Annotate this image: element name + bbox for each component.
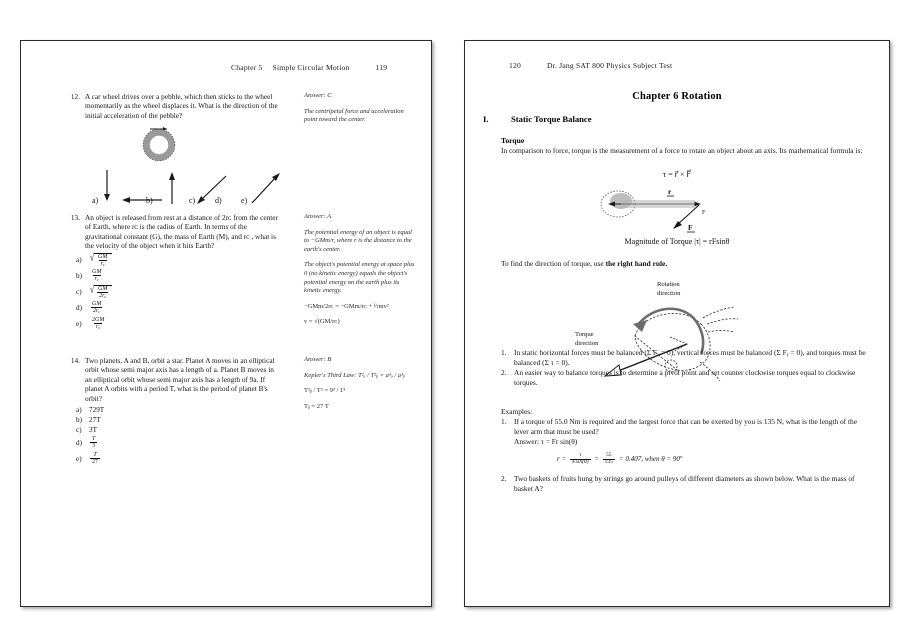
arrow-a-down (104, 170, 110, 201)
running-head-chapter: Chapter 5 (231, 63, 263, 72)
examples-list-2 (501, 474, 873, 494)
torque-heading: Torque (501, 136, 525, 145)
chapter-title: Chapter 6 Rotation (632, 91, 722, 102)
frac-numerator: GM (92, 269, 102, 276)
choice-label: e) (76, 320, 82, 329)
arrow-label-d: d) (215, 196, 222, 205)
question-14-work-2: Tᵦ = 27 T (304, 402, 329, 410)
torque-figure (595, 181, 765, 236)
choice-label: c) (76, 425, 82, 434)
question-13 (64, 213, 284, 333)
choice-label: b) (76, 272, 82, 281)
example-item-1 (501, 417, 873, 447)
label-F-small: F (702, 210, 706, 216)
question-14-number: 14. (70, 356, 80, 365)
page-left (20, 40, 432, 607)
arrow-b-left (122, 197, 162, 203)
frac-denominator: 27 (92, 459, 98, 466)
arrow-e-diagonal (252, 173, 280, 203)
right-hand-rule-line (501, 259, 871, 269)
question-14-choice-c[interactable] (76, 425, 284, 434)
choice-label: c) (76, 288, 82, 297)
question-13-work-2: v = √(GM/rᴄ) (304, 318, 340, 326)
r-vector-icon (608, 200, 701, 208)
F-vector-icon (673, 205, 699, 229)
work-frac2-num: 55 (605, 452, 612, 458)
question-13-text: An object is released from rest at a distance of 2rᴄ from the center of Earth, where rᴄ is the radius of Earth. In terms of the gravitational constant (G), the mass of Earth (M), and rᴄ , what is the velocity of the object when it hits Earth? (85, 213, 278, 251)
question-13-choice-e[interactable] (76, 317, 284, 332)
rule-number: 2. (501, 367, 507, 377)
question-13-answer: Answer: A (304, 213, 332, 220)
rule-text: In static horizontal forces must be balanced (Σ Fₓ = 0), vertical forces must be balanced (Σ Fᵧ = 0), and torques must be balanced (Σ τ = 0). (514, 348, 866, 367)
magnitude-of-torque: Magnitude of Torque |τ| = rFsinθ (624, 237, 730, 246)
question-13-side-note (304, 213, 416, 334)
running-head-title: Dr. Jang SAT 800 Physics Subject Test (547, 61, 673, 70)
example-number: 1. (501, 417, 507, 426)
torque-formula: τ = r⃗ × F⃗ (662, 170, 692, 179)
frac-numerator: GM (98, 253, 108, 260)
torque-vector-diagram-svg (595, 181, 765, 236)
choice-label: d) (76, 304, 82, 313)
arrow-choice-labels (92, 196, 248, 205)
question-13-choice-d[interactable] (76, 301, 284, 316)
page-right (464, 40, 890, 607)
question-13-choice-a[interactable] (76, 253, 284, 268)
frac-denominator: $r_c$ (94, 276, 99, 283)
rule-item-1 (501, 348, 873, 368)
label-rotation-line1: Rotation (657, 281, 680, 288)
label-F-bold: F (688, 223, 693, 232)
arrow-label-c: c) (189, 196, 196, 205)
question-12-side-note (304, 92, 416, 132)
frac-numerator: GM (92, 301, 102, 308)
frac-denominator: $r_c$ (96, 324, 101, 331)
question-14-work-1: T²ᵦ / T² = 9³ / 1³ (304, 387, 346, 395)
question-13-choices (76, 253, 284, 332)
example-answer-line: Answer: τ = Fr sin(θ) (514, 436, 578, 446)
rule-text: An easier way to balance torques is to determine a pivot point and set counter clockwise torques equal to clockwise torques. (514, 367, 856, 387)
work-frac2-den: 135 (604, 458, 613, 465)
question-14-text: Two planets, A and B, orbit a star. Planet A moves in an elliptical orbit whose semi major axis has a length of a. Planet B moves in an elliptical orbit whose semi major axis has a length of 9a. If planet A orbits with a period T, what is the period of planet B's orbit? (85, 356, 275, 403)
question-14-law (304, 372, 416, 381)
frac-denominator: $2r_c$ (99, 292, 107, 300)
left-running-head (231, 63, 387, 72)
section-numeral: I. (483, 114, 489, 124)
torque-intro: In comparison to force, torque is the measurement of a force to rotate an object about an axis. Its mathematical formula is: (501, 146, 863, 155)
frac-numerator: 2GM (92, 317, 105, 324)
label-rotation-line2: direction (657, 290, 681, 297)
choice-label: a) (76, 405, 82, 414)
arrow-label-a: a) (92, 196, 99, 205)
example-item-2 (501, 474, 873, 494)
arrow-c-up (169, 172, 175, 204)
question-14-answer: Answer: B (304, 356, 332, 363)
wheel-and-arrow-choices-svg (84, 124, 299, 210)
choice-value: 27T (89, 415, 101, 424)
arrow-label-e: e) (241, 196, 248, 205)
frac-denominator: 3 (92, 443, 96, 450)
label-torque-line1: Torque (575, 331, 594, 338)
choice-label: b) (76, 415, 82, 424)
example-text: Two baskets of fruits hung by strings go around pulleys of different diameters as shown below. What is the mass of basket A? (514, 474, 855, 493)
question-14-choice-a[interactable] (76, 405, 284, 414)
work-frac1-den: Fsin(θ) (572, 458, 589, 465)
examples-list (501, 417, 873, 447)
sqrt-icon: √ $\frac{GM}{r_c}$ (89, 253, 112, 268)
frac-denominator: $r_c$ (100, 260, 105, 268)
question-13-explanation-1: The potential energy of an object is equal to −GMm/r, where r is the distance to the earth's center. (304, 228, 412, 253)
frac-denominator: $2r_c$ (93, 308, 101, 315)
question-13-choice-b[interactable] (76, 269, 284, 284)
question-12 (64, 92, 284, 205)
question-13-choice-c[interactable] (76, 285, 284, 300)
rule-item-2 (501, 368, 873, 388)
rhr-text-bold: the right hand rule. (605, 259, 668, 268)
example-text: If a torque of 55.0 Nm is required and the largest force that can be exerted by you is 135 N, what is the length of the lever arm that must be used? (514, 417, 858, 436)
question-12-answer: Answer: C (304, 92, 332, 99)
question-14-choice-e[interactable] (76, 451, 284, 466)
running-head-title: Simple Circular Motion (272, 63, 350, 72)
choice-value: 3T (89, 425, 97, 434)
choice-value: 729T (89, 405, 105, 414)
section-title: Static Torque Balance (511, 114, 592, 124)
example-number: 2. (501, 474, 507, 483)
question-14 (64, 356, 284, 467)
wheel-icon (143, 129, 175, 161)
label-torque-line2: direction (575, 340, 599, 347)
question-13-work-1: −GMm/2rᴄ = −GMm/rᴄ + ½mv² (304, 302, 389, 310)
question-14-side-note (304, 356, 416, 418)
question-12-text: A car wheel drives over a pebble, which then sticks to the wheel momentarily as the wheel displaces it. What is the direction of the initial acceleration of the pebble? (85, 92, 278, 120)
question-13-explanation-2: The object's potential energy at space plus 0 (no kinetic energy) equals the object's potential energy on the earth plus its kinetic energy. (304, 261, 415, 295)
choice-label: e) (76, 454, 82, 463)
question-14-choice-b[interactable] (76, 415, 284, 424)
arrow-label-b: b) (146, 196, 153, 205)
rules-list (501, 348, 873, 388)
work-tail: = 0.407, when θ = 90º (618, 455, 683, 464)
work-equals: = (594, 455, 599, 464)
rule-number: 1. (501, 348, 507, 357)
question-14-choices (76, 405, 284, 466)
frac-numerator: GM (98, 285, 108, 292)
question-13-number: 13. (70, 213, 80, 222)
choice-label: a) (76, 256, 82, 265)
question-12-number: 12. (70, 92, 80, 101)
sqrt-icon: √ $\frac{GM}{2r_c}$ (89, 285, 112, 300)
running-head-page-number: 120 (509, 61, 521, 70)
law-label: Kepler's Third Law: (304, 371, 357, 379)
question-12-explanation: The centripetal force and acceleration point toward the center. (304, 107, 404, 124)
rhr-text-pre: To find the direction of torque, use (501, 259, 606, 268)
choice-label: d) (76, 438, 82, 447)
label-r: r (668, 187, 672, 196)
frac-numerator: T (92, 435, 96, 442)
work-lhs: r = (557, 455, 567, 464)
question-14-choice-d[interactable] (76, 435, 284, 450)
frac-numerator: T (93, 451, 97, 458)
right-running-head (509, 61, 672, 70)
example-1-work (557, 453, 682, 466)
question-12-figure (84, 124, 299, 210)
running-head-page-number: 119 (375, 63, 388, 72)
examples-label: Examples: (501, 407, 533, 416)
work-frac1-num: τ (579, 452, 582, 458)
law-formula: T²ₐ / T²ᵦ = a³ₐ / a³ᵦ (358, 371, 405, 379)
